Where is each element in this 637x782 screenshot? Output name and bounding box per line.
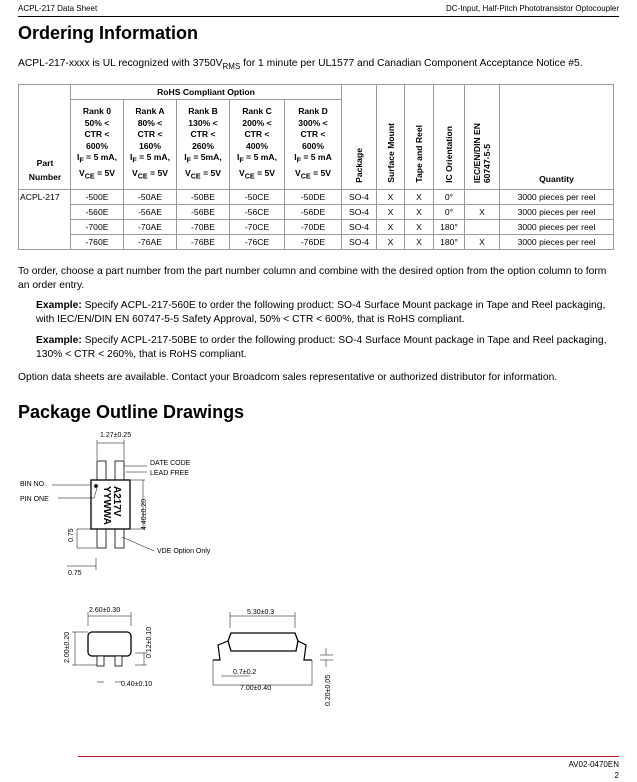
table-cell: -500E <box>71 190 124 205</box>
rank-c-header: Rank C 200% < CTR < 400% $I_F = 5$ mA, $V_{CE} = 5V$ <box>230 100 285 190</box>
col-ic-orientation: IC Orientation <box>434 85 465 190</box>
table-row <box>19 205 614 220</box>
lead-bottom-left <box>97 529 106 548</box>
table-cell: -56AE <box>124 205 177 220</box>
marking-line-1: A217V <box>111 486 122 517</box>
example-2: Example: Specify ACPL-217-50BE to order the following product: SO-4 Surface Mount package in Tape and Reel packaging, 130% < CTR < 260%, that is RoHS compliant. <box>36 335 607 360</box>
table-cell: X <box>377 235 405 250</box>
rank-d-header: Rank D 300% < CTR < 600% $I_F = 5$ mA $V_{CE} = 5V$ <box>285 100 342 190</box>
label-pin-one: PIN ONE <box>20 496 49 503</box>
table-cell: -50DE <box>285 190 342 205</box>
table-cell: -70AE <box>124 220 177 235</box>
table-cell: X <box>377 205 405 220</box>
order-instructions: To order, choose a part number from the part number column and combine with the desired option from the option column to form an order entry. <box>18 266 607 291</box>
example-1: Example: Specify ACPL-217-560E to order the following product: SO-4 Surface Mount package in Tape and Reel packaging, with IEC/EN/DIN EN 60747-5-5 Safety Approval, 50% < CTR < 600%, that is RoHS compliant. <box>36 300 606 325</box>
col-quantity: Quantity <box>500 85 614 190</box>
table-cell: -50CE <box>230 190 285 205</box>
table-row <box>19 220 614 235</box>
table-cell: -56CE <box>230 205 285 220</box>
table-cell: 3000 pieces per reel <box>500 190 614 205</box>
col-surface-mount: Surface Mount <box>377 85 405 190</box>
package-body-end <box>228 633 298 651</box>
table-cell: -76CE <box>230 235 285 250</box>
table-cell: SO-4 <box>342 220 377 235</box>
table-cell: SO-4 <box>342 235 377 250</box>
label-date-code: DATE CODE <box>150 460 191 467</box>
table-cell: -50BE <box>177 190 230 205</box>
dim-lead-length: 0.75 <box>68 570 82 577</box>
table-cell: X <box>405 235 434 250</box>
dim-lead-width: 0.75 <box>68 528 75 542</box>
table-cell: -70DE <box>285 220 342 235</box>
rank-b-header: Rank B 130% < CTR < 260% $I_F = 5mA$, $V_{CE} = 5V$ <box>177 100 230 190</box>
lead-bottom-right <box>115 529 124 548</box>
footer-doc-id: AV02-0470EN <box>568 760 619 769</box>
rank-0-header: Rank 0 50% < CTR < 600% $I_F = 5$ mA, $V_{CE} = 5V$ <box>71 100 124 190</box>
table-cell: X <box>405 205 434 220</box>
col-tape-reel: Tape and Reel <box>405 85 434 190</box>
table-cell: -76DE <box>285 235 342 250</box>
table-cell: -70CE <box>230 220 285 235</box>
dim-body-width: 2.60±0.30 <box>89 607 121 614</box>
ordering-title: Ordering Information <box>18 23 198 43</box>
label-bin-no: BIN NO. <box>20 481 47 488</box>
table-row <box>19 190 614 205</box>
table-cell: 180° <box>434 235 465 250</box>
part-number-header: Part Number <box>19 85 71 190</box>
label-lead-free: LEAD FREE <box>150 470 189 477</box>
package-body-side <box>88 632 131 656</box>
package-outline-drawing <box>0 420 637 720</box>
dim-lead-thickness: 0.40±0.10 <box>121 681 153 688</box>
table-cell: -560E <box>71 205 124 220</box>
table-cell: 3000 pieces per reel <box>500 220 614 235</box>
table-cell: -50AE <box>124 190 177 205</box>
table-cell: 0° <box>434 205 465 220</box>
table-cell: X <box>377 190 405 205</box>
header-left: ACPL-217 Data Sheet <box>18 4 98 13</box>
table-cell: 0° <box>434 190 465 205</box>
part-cell: ACPL-217 <box>19 190 71 250</box>
table-cell: -56DE <box>285 205 342 220</box>
package-title: Package Outline Drawings <box>18 402 245 422</box>
table-cell: 180° <box>434 220 465 235</box>
ordering-intro: ACPL-217-xxxx is UL recognized with $3750V_{RMS}$ for 1 minute per UL1577 and Canadian Component Acceptance Notice #5. <box>18 58 583 72</box>
col-package: Package <box>342 85 377 190</box>
table-cell: X <box>465 205 500 220</box>
rank-a-header: Rank A 80% < CTR < 160% $I_F = 5$ mA, $V_{CE} = 5V$ <box>124 100 177 190</box>
dim-foot: 0.7±0.2 <box>233 669 257 676</box>
table-cell: X <box>405 190 434 205</box>
rohs-group-header: RoHS Compliant Option <box>71 85 342 100</box>
dim-standoff: 0.12±0.10 <box>146 626 153 658</box>
table-cell: X <box>465 235 500 250</box>
col-iec: IEC/EN/DIN EN 60747-5-5 <box>465 85 500 190</box>
marking-line-2: YYWWA <box>101 486 112 525</box>
footer-rule <box>78 756 619 757</box>
dim-height: 4.40±0.20 <box>141 498 148 530</box>
page-header <box>18 4 619 17</box>
ordering-table <box>18 84 614 250</box>
table-cell: -76AE <box>124 235 177 250</box>
label-vde: VDE Option Only <box>157 548 211 555</box>
dim-pitch: 1.27±0.25 <box>100 432 132 439</box>
table-cell: 3000 pieces per reel <box>500 235 614 250</box>
dim-body-height: 2.00±0.20 <box>64 631 71 663</box>
table-cell: -76BE <box>177 235 230 250</box>
table-cell <box>465 220 500 235</box>
option-note: Option data sheets are available. Contact your Broadcom sales representative or authorized distributor for information. <box>18 372 558 383</box>
table-cell: X <box>377 220 405 235</box>
table-cell: SO-4 <box>342 205 377 220</box>
table-row <box>19 235 614 250</box>
table-cell: -700E <box>71 220 124 235</box>
table-cell: -70BE <box>177 220 230 235</box>
dim-span: 5.30±0.3 <box>247 609 275 616</box>
dim-overall: 7.00±0.40 <box>240 685 272 692</box>
table-cell: 3000 pieces per reel <box>500 205 614 220</box>
dim-lead-thk: 0.20±0.05 <box>325 674 332 706</box>
table-cell: SO-4 <box>342 190 377 205</box>
pin-one-dot <box>95 485 98 488</box>
footer-page-number: 2 <box>614 771 619 780</box>
table-cell: X <box>405 220 434 235</box>
header-right: DC-Input, Half-Pitch Phototransistor Optocoupler <box>446 4 619 13</box>
table-cell <box>465 190 500 205</box>
table-cell: -760E <box>71 235 124 250</box>
lead-top-right <box>115 461 124 480</box>
table-cell: -56BE <box>177 205 230 220</box>
lead-top-left <box>97 461 106 480</box>
